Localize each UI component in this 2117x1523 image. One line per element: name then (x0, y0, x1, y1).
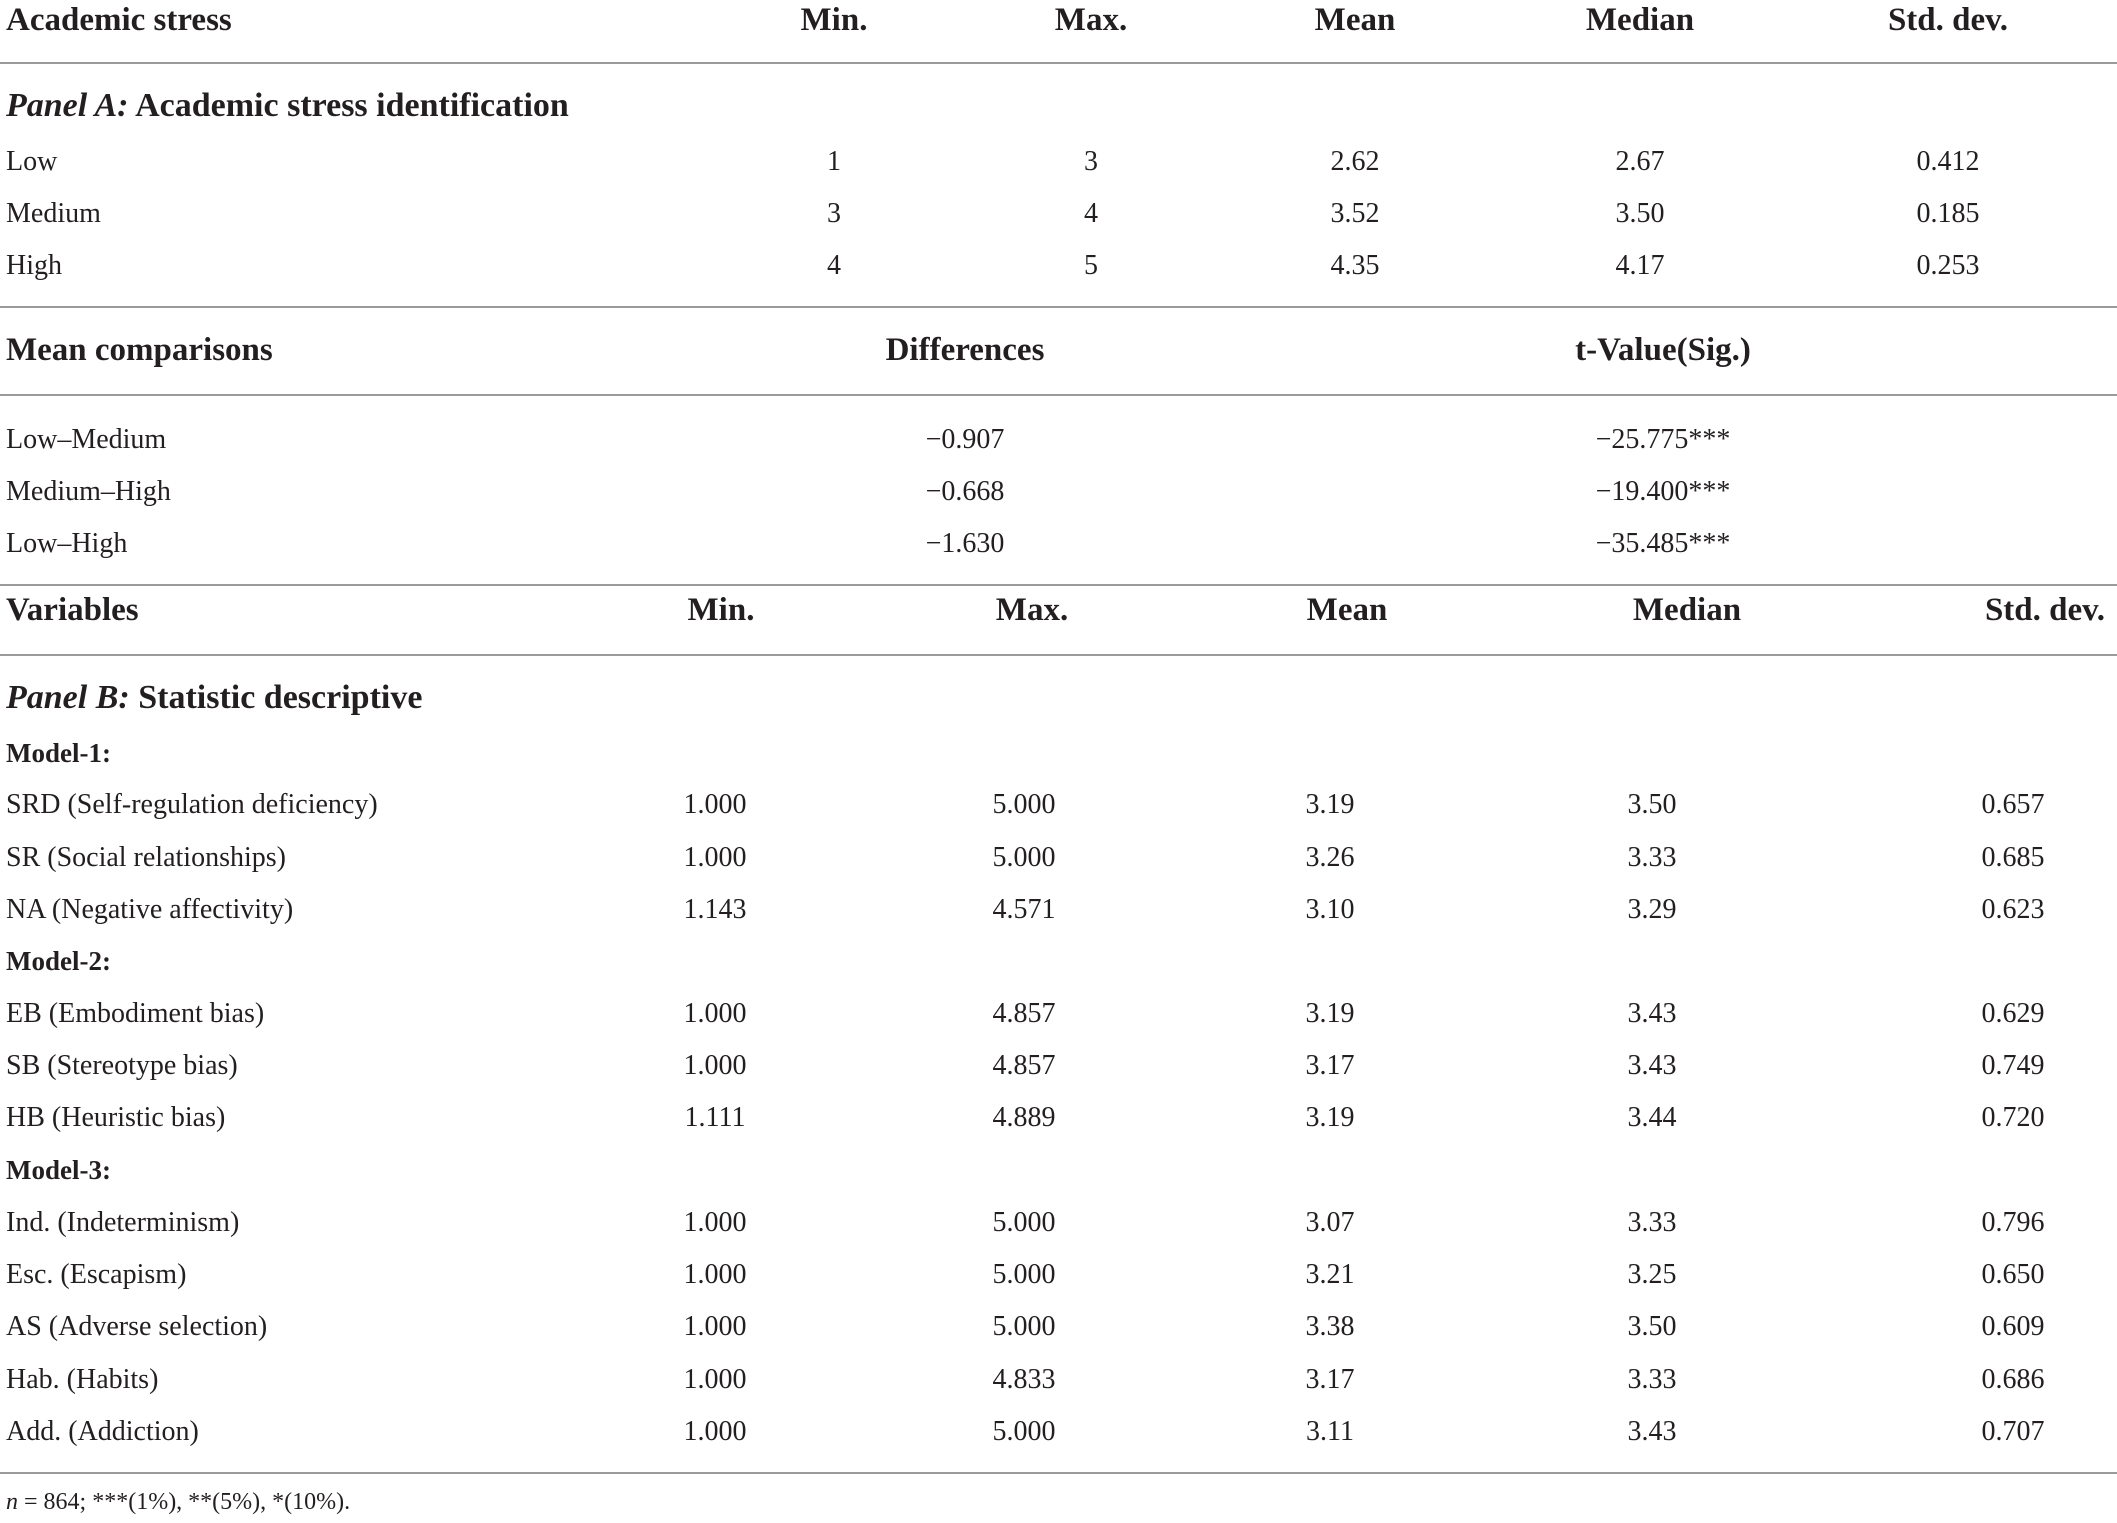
cell-median: 3.29 (1627, 894, 1677, 925)
cell-median: 3.43 (1627, 998, 1677, 1029)
footnote: n = 864; ***(1%), **(5%), *(10%). (6, 1489, 351, 1515)
table-row (0, 142, 2117, 182)
cell-mean: 4.35 (1330, 250, 1380, 281)
cell-std-dev: 0.609 (1981, 1311, 2045, 1342)
cell-max: 5.000 (992, 1207, 1056, 1238)
cell-median: 3.33 (1627, 1207, 1677, 1238)
cell-median: 2.67 (1615, 146, 1665, 177)
cell-max: 5.000 (992, 1416, 1056, 1447)
divider (0, 1472, 2117, 1474)
cell-mean: 3.38 (1305, 1311, 1355, 1342)
header-label: Academic stress (6, 2, 232, 38)
cell-median: 3.33 (1627, 842, 1677, 873)
cell-max: 5.000 (992, 1311, 1056, 1342)
model-label: Model-1: (6, 738, 111, 768)
row-label: Hab. (Habits) (6, 1364, 159, 1395)
cell-min: 1.000 (683, 789, 747, 820)
cell-std-dev: 0.686 (1981, 1364, 2045, 1395)
cell-max: 4.857 (992, 998, 1056, 1029)
cell-difference: −1.630 (925, 528, 1005, 559)
cell-min: 4 (827, 250, 841, 281)
cell-max: 4.857 (992, 1050, 1056, 1081)
panel-b-title: Panel B: Statistic descriptive (6, 679, 423, 716)
cell-median: 3.50 (1627, 789, 1677, 820)
header-label: Variables (6, 592, 139, 628)
panel-a-title: Panel A: Academic stress identification (6, 87, 569, 124)
cell-t-value: −25.775*** (1595, 424, 1731, 455)
cell-std-dev: 0.253 (1916, 250, 1980, 281)
table-row (0, 1203, 2117, 1243)
cell-min: 1.143 (683, 894, 747, 925)
cell-std-dev: 0.623 (1981, 894, 2045, 925)
comparisons-label: Mean comparisons (6, 332, 273, 368)
table-row (0, 890, 2117, 930)
cell-max: 5.000 (992, 789, 1056, 820)
header-differences: Differences (885, 332, 1045, 368)
cell-median: 3.44 (1627, 1102, 1677, 1133)
cell-max: 4 (1084, 198, 1098, 229)
model-label: Model-3: (6, 1155, 111, 1185)
cell-mean: 3.21 (1305, 1259, 1355, 1290)
header-median: Median (1585, 2, 1695, 38)
divider (0, 654, 2117, 656)
cell-min: 1.000 (683, 1364, 747, 1395)
row-label: SRD (Self-regulation deficiency) (6, 789, 378, 820)
cell-median: 3.50 (1627, 1311, 1677, 1342)
cell-median: 3.50 (1615, 198, 1665, 229)
table-row (0, 1255, 2117, 1295)
row-label: HB (Heuristic bias) (6, 1102, 226, 1133)
row-label: Low (6, 146, 58, 177)
cell-median: 4.17 (1615, 250, 1665, 281)
table-row (0, 1098, 2117, 1138)
cell-mean: 3.11 (1306, 1416, 1354, 1447)
cell-mean: 3.17 (1305, 1050, 1355, 1081)
header-std-dev: Std. dev. (1887, 2, 2009, 38)
row-label: Medium (6, 198, 101, 229)
cell-max: 4.889 (992, 1102, 1056, 1133)
row-label: Add. (Addiction) (6, 1416, 199, 1447)
footnote-row (0, 1482, 2117, 1522)
cell-min: 1 (827, 146, 841, 177)
cell-median: 3.33 (1627, 1364, 1677, 1395)
cell-mean: 3.52 (1330, 198, 1380, 229)
header-std-dev: Std. dev. (1984, 592, 2106, 628)
cell-min: 1.000 (683, 1050, 747, 1081)
divider (0, 306, 2117, 308)
table-row (0, 246, 2117, 286)
model-3-row (0, 1150, 2117, 1190)
cell-mean: 3.19 (1305, 1102, 1355, 1133)
cell-max: 5 (1084, 250, 1098, 281)
row-label: Ind. (Indeterminism) (6, 1207, 240, 1238)
cell-std-dev: 0.650 (1981, 1259, 2045, 1290)
cell-mean: 3.10 (1305, 894, 1355, 925)
cell-median: 3.43 (1627, 1050, 1677, 1081)
table-row (0, 1412, 2117, 1452)
header-min: Min. (687, 592, 755, 628)
cell-mean: 3.19 (1305, 998, 1355, 1029)
cell-std-dev: 0.185 (1916, 198, 1980, 229)
table-row (0, 994, 2117, 1034)
row-label: EB (Embodiment bias) (6, 998, 265, 1029)
row-label: High (6, 250, 62, 281)
cell-mean: 3.26 (1305, 842, 1355, 873)
row-label: Low–Medium (6, 424, 167, 455)
cell-min: 1.111 (684, 1102, 746, 1133)
cell-min: 1.000 (683, 1259, 747, 1290)
header-max: Max. (1054, 2, 1128, 38)
table-row (0, 194, 2117, 234)
header-min: Min. (800, 2, 868, 38)
cell-std-dev: 0.707 (1981, 1416, 2045, 1447)
cell-difference: −0.668 (925, 476, 1005, 507)
table-row (0, 420, 2117, 460)
model-2-row (0, 941, 2117, 981)
cell-max: 4.571 (992, 894, 1056, 925)
table-row (0, 524, 2117, 564)
header-median: Median (1632, 592, 1742, 628)
cell-mean: 3.17 (1305, 1364, 1355, 1395)
divider (0, 62, 2117, 64)
cell-difference: −0.907 (925, 424, 1005, 455)
cell-median: 3.43 (1627, 1416, 1677, 1447)
cell-std-dev: 0.629 (1981, 998, 2045, 1029)
header-mean: Mean (1306, 592, 1388, 628)
header-row-b (0, 590, 2117, 630)
table-row (0, 838, 2117, 878)
cell-max: 4.833 (992, 1364, 1056, 1395)
table-row (0, 785, 2117, 825)
model-1-row (0, 733, 2117, 773)
cell-min: 1.000 (683, 1416, 747, 1447)
divider (0, 394, 2117, 396)
row-label: NA (Negative affectivity) (6, 894, 294, 925)
row-label: Low–High (6, 528, 128, 559)
cell-min: 1.000 (683, 1207, 747, 1238)
table-row (0, 1307, 2117, 1347)
model-label: Model-2: (6, 946, 111, 976)
cell-std-dev: 0.685 (1981, 842, 2045, 873)
cell-max: 5.000 (992, 1259, 1056, 1290)
cell-min: 1.000 (683, 842, 747, 873)
table-row (0, 1360, 2117, 1400)
row-label: Esc. (Escapism) (6, 1259, 187, 1290)
divider (0, 584, 2117, 586)
cell-std-dev: 0.657 (1981, 789, 2045, 820)
row-label: AS (Adverse selection) (6, 1311, 268, 1342)
cell-min: 3 (827, 198, 841, 229)
cell-std-dev: 0.412 (1916, 146, 1980, 177)
row-label: SR (Social relationships) (6, 842, 286, 873)
panel-a-title-row (0, 86, 2117, 126)
table-row (0, 472, 2117, 512)
cell-mean: 3.19 (1305, 789, 1355, 820)
cell-mean: 2.62 (1330, 146, 1380, 177)
comparisons-header-row (0, 330, 2117, 370)
cell-mean: 3.07 (1305, 1207, 1355, 1238)
header-row-a (0, 0, 2117, 40)
cell-min: 1.000 (683, 1311, 747, 1342)
header-t-value: t-Value(Sig.) (1575, 332, 1751, 368)
cell-max: 3 (1084, 146, 1098, 177)
panel-b-title-row (0, 678, 2117, 718)
cell-min: 1.000 (683, 998, 747, 1029)
header-mean: Mean (1314, 2, 1396, 38)
table-row (0, 1046, 2117, 1086)
row-label: Medium–High (6, 476, 171, 507)
cell-std-dev: 0.796 (1981, 1207, 2045, 1238)
header-max: Max. (995, 592, 1069, 628)
cell-t-value: −35.485*** (1595, 528, 1731, 559)
cell-max: 5.000 (992, 842, 1056, 873)
row-label: SB (Stereotype bias) (6, 1050, 238, 1081)
cell-median: 3.25 (1627, 1259, 1677, 1290)
cell-t-value: −19.400*** (1595, 476, 1731, 507)
cell-std-dev: 0.749 (1981, 1050, 2045, 1081)
cell-std-dev: 0.720 (1981, 1102, 2045, 1133)
